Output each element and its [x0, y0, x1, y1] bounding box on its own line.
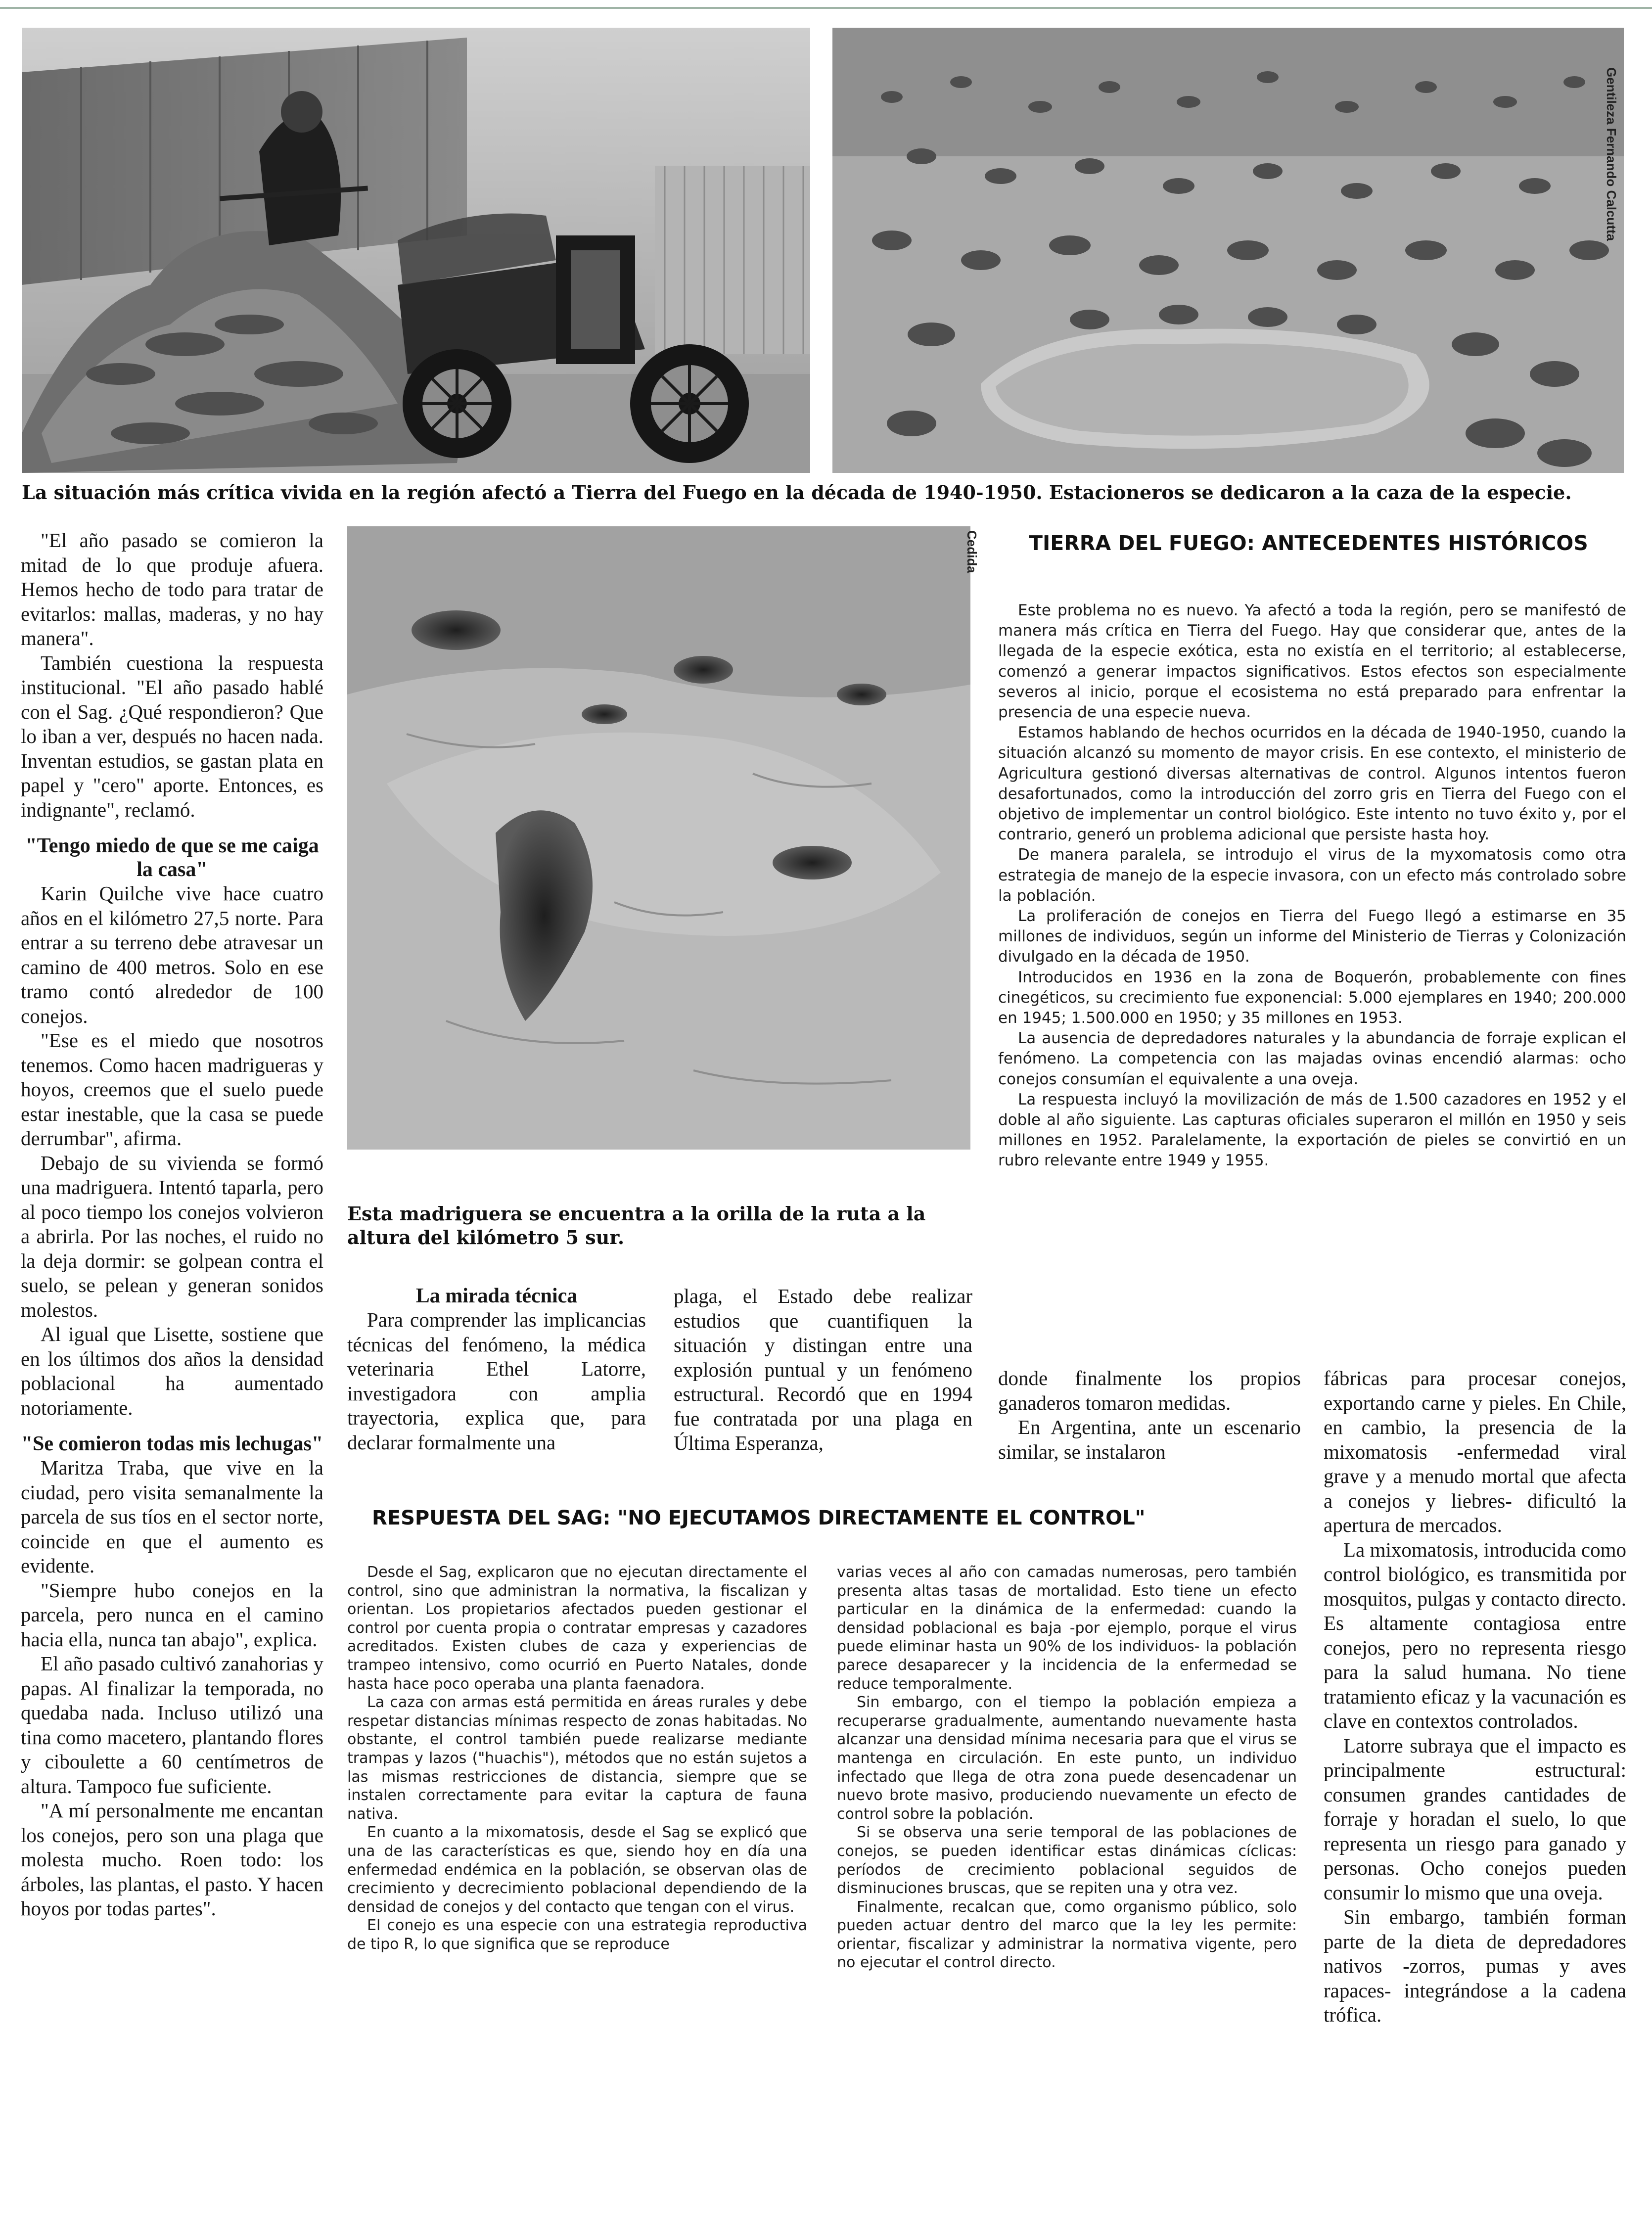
sidebar-paragraph: Este problema no es nuevo. Ya afectó a toda la región, pero se manifestó de manera más crítica en Tierra del Fuego. Hay que considerar que, antes de la llegada de la especie exótica, esta no existía en el territorio; al establecerse, comenzó a generar impactos significativos. Estos efectos son especialmente severos al inicio, porque el ecosistema no está preparado para enfrentar la presencia de una especie nueva. [998, 601, 1626, 722]
col1-paragraph: Karin Quilche vive hace cuatro años en el kilómetro 27,5 norte. Para entrar a su terreno debe atravesar un camino de 400 metros. Solo en ese tramo contó alrededor de 100 conejos. [21, 882, 323, 1027]
sidebar-paragraph: Introducidos en 1936 en la zona de Boquerón, probablemente con fines cinegéticos, su crecimiento fue exponencial: 5.000 ejemplares en 1940; 200.000 en 1945; 1.500.000 en 1950; y 35 millones en 1953. [998, 968, 1626, 1027]
sag-paragraph: Finalmente, recalcan que, como organismo público, solo pueden actuar dentro del marco que la ley les permite: orientar, fiscalizar y administrar la normativa vigente, pero no ejecutar el control directo. [837, 1898, 1297, 1972]
sag-paragraph: El conejo es una especie con una estrategia reproductiva de tipo R, lo que significa que se reproduce [347, 1917, 807, 1953]
col1-paragraph: "Ese es el miedo que nosotros tenemos. Como hacen madrigueras y hoyos, creemos que el suelo puede estar inestable, que la casa se puede derrumbar", afirma. [21, 1029, 323, 1150]
col1-paragraph: Al igual que Lisette, sostiene que en los últimos dos años la densidad poblacional ha aumentado notoriamente. [21, 1323, 323, 1419]
col4-paragraph: donde finalmente los propios ganaderos tomaron medidas. [998, 1367, 1301, 1414]
sag-paragraph: Desde el Sag, explicaron que no ejecutan directamente el control, sino que administran la normativa, la fiscalizan y orientan. Los propietarios afectados pueden gestionar el control por cuenta propia o contratar empresas y cazadores acreditados. Existen clubes de caza y experiencias de trampeo intensivo, como ocurrió en Puerto Natales, donde hasta hace poco operaba una planta faenadora. [347, 1564, 807, 1693]
sag-paragraph: En cuanto a la mixomatosis, desde el Sag se explicó que una de las características es que, siendo hoy en día una enfermedad endémica en la población, se observan olas de crecimiento y decrecimiento poblacional dependiendo de la densidad de conejos y del contacto que tengan con el virus. [347, 1824, 807, 1916]
article-column-4 [998, 1366, 1301, 1464]
col2-subheading-mirada: La mirada técnica [415, 1285, 578, 1307]
col5-paragraph: Latorre subraya que el impacto es principalmente estructural: consumen grandes cantidades de forraje y horadan el suelo, lo que representa un riesgo para ganado y personas. Ocho conejos pueden consumir lo mismo que una oveja. [1324, 1734, 1626, 1904]
col5-paragraph: La mixomatosis, introducida como control biológico, es transmitida por mosquitos, pulgas y contacto directo. Es altamente contagiosa entre conejos, pero no representa riesgo para la salud humana. No tiene tratamiento eficaz y la vacunación es clave en contextos controlados. [1324, 1538, 1626, 1732]
article-column-2 [347, 1284, 646, 1455]
sidebar-paragraph: La proliferación de conejos en Tierra del Fuego llegó a estimarse en 35 millones de individuos, según un informe del Ministerio de Tierras y Colonización divulgado en la década de 1950. [998, 907, 1626, 966]
article-column-5 [1324, 1366, 1626, 2028]
sidebar-paragraph: Estamos hablando de hechos ocurridos en la década de 1940-1950, cuando la situación alcanzó su momento de mayor crisis. En ese contexto, el ministerio de Agricultura gestionó diversas alternativas de control. Algunos intentos fueron desafortunados, como la introducción del zorro gris en Tierra del Fuego con el objetivo de implementar un control biológico. Este intento no tuvo éxito y, por el contrario, generó un problema adicional que persiste hasta hoy. [998, 724, 1626, 844]
sag-paragraph: Sin embargo, con el tiempo la población empieza a recuperarse gradualmente, aumentando nuevamente hasta alcanzar una densidad mínima necesaria para que el virus se mantenga en circulación. En este punto, un individuo infectado que llega de otra zona puede desencadenar un nuevo brote masivo, produciendo nuevamente un efecto de control sobre la población. [837, 1694, 1297, 1823]
sag-column-b [837, 1563, 1297, 1972]
sidebar-paragraph: La ausencia de depredadores naturales y la abundancia de forraje explican el fenómeno. La competencia con las majadas ovinas encendió alarmas: ocho conejos consumían el equivalente a una oveja. [998, 1029, 1626, 1088]
article-column-1 [21, 528, 323, 1921]
sag-paragraph: Si se observa una serie temporal de las poblaciones de conejos, se pueden identificar estas dinámicas cíclicas: períodos de crecimiento poblacional seguidos de disminuciones bruscas, que se repiten una y otra vez. [837, 1824, 1297, 1897]
col1-paragraph: "Siempre hubo conejos en la parcela, pero nunca en el camino hacia ella, nunca tan abajo", explica. [21, 1578, 323, 1651]
col1-paragraph: El año pasado cultivó zanahorias y papas. Al finalizar la temporada, no quedaba nada. Incluso utilizó una tina como macetero, plantando flores y ciboulette a 60 centímetros de altura. Tampoco fue suficiente. [21, 1652, 323, 1798]
sag-column-a [347, 1563, 807, 1953]
col1-paragraph: También cuestiona la respuesta institucional. "El año pasado hablé con el Sag. ¿Qué respondieron? Que lo iban a ver, después no hacen nada. Inventan estudios, se gastan plata en papel y "cero" aporte. Entonces, es indignante", reclamó. [21, 651, 323, 821]
rabbits-waterhole-photo [832, 28, 1624, 473]
col5-paragraph: Sin embargo, también forman parte de la dieta de depredadores nativos -zorros, pumas y aves rapaces- integrándose a la cadena trófica. [1324, 1905, 1626, 2026]
col3-paragraph: plaga, el Estado debe realizar estudios que cuantifiquen la situación y distingan entre una explosión puntual y un fenómeno estructural. Recordó que en 1994 fue contratada por una plaga en Última Esperanza, [674, 1285, 972, 1454]
top-photo-caption: La situación más crítica vivida en la región afectó a Tierra del Fuego en la década de 1940-1950. Estacioneros se dedicaron a la caza de la especie. [22, 481, 1572, 504]
sidebar-paragraph: La respuesta incluyó la movilización de más de 1.500 cazadores en 1952 y el doble al año siguiente. Las capturas oficiales superaron el millón en 1950 y seis millones en 1952. Paralelamente, la exportación de pieles se convirtió en un rubro relevante entre 1949 y 1955. [998, 1090, 1626, 1170]
sidebar-title: TIERRA DEL FUEGO: ANTECEDENTES HISTÓRICOS [1029, 531, 1588, 555]
col2-paragraph: Para comprender las implicancias técnicas del fenómeno, la médica veterinaria Ethel Latorre, investigadora con amplia trayectoria, explica que, para declarar formalmente una [347, 1308, 646, 1454]
sag-paragraph: varias veces al año con camadas numerosas, pero también presenta altas tasas de mortalidad. Esto tiene un efecto particular en la dinámica de la enfermedad: cuando la densidad poblacional es baja -por ejemplo, porque el virus puede eliminar hasta un 90% de los individuos- la población parece desaparecer y la incidencia de la enfermedad se reduce temporalmente. [837, 1564, 1297, 1693]
sag-paragraph: La caza con armas está permitida en áreas rurales y debe respetar distancias mínimas respecto de zonas habitadas. No obstante, el control también puede realizarse mediante trampas y lazos ("huachis"), métodos que no están sujetos a las mismas restricciones de distancia, siempre que se instalen correctamente para evitar la captura de fauna nativa. [347, 1694, 807, 1823]
sidebar-paragraph: De manera paralela, se introdujo el virus de la myxomatosis como otra estrategia de manejo de la especie invasora, con un efecto más controlado sobre la población. [998, 846, 1626, 905]
rabbits-photo-credit: Gentileza Fernando Calcutta [1604, 67, 1619, 241]
col1-subheading-lechugas: "Se comieron todas mis lechugas" [21, 1432, 323, 1455]
page-top-rule [0, 7, 1652, 9]
col1-subheading-casa: "Tengo miedo de que se me caiga la casa" [25, 834, 319, 881]
burrow-photo [347, 526, 979, 1150]
burrow-photo-caption: Esta madriguera se encuentra a la orilla de la ruta a la altura del kilómetro 5 sur. [347, 1202, 926, 1248]
hunter-car-photo [22, 28, 810, 473]
sag-box-title: RESPUESTA DEL SAG: "NO EJECUTAMOS DIRECTAMENTE EL CONTROL" [372, 1507, 1146, 1529]
col1-paragraph: Maritza Traba, que vive en la ciudad, pero visita semanalmente la parcela de sus tíos en el sector norte, coincide en que el aumento es evidente. [21, 1456, 323, 1577]
col1-paragraph: Debajo de su vivienda se formó una madriguera. Intentó taparla, pero al poco tiempo los conejos volvieron a abrirla. Por las noches, el ruido no la deja dormir: se golpean contra el suelo, se pelean y generan sonidos molestos. [21, 1151, 323, 1321]
burrow-photo-credit: Cedida [964, 530, 979, 573]
article-column-3 [674, 1284, 972, 1456]
col1-paragraph: "El año pasado se comieron la mitad de lo que produje afuera. Hemos hecho de todo para tratar de evitarlos: mallas, maderas, y no hay manera". [21, 529, 323, 649]
col4-paragraph: En Argentina, ante un escenario similar, se instalaron [998, 1416, 1301, 1463]
col1-paragraph: "A mí personalmente me encantan los conejos, pero son una plaga que molesta mucho. Roen todo: los árboles, las plantas, el pasto. Y hacen hoyos por todas partes". [21, 1799, 323, 1920]
sidebar-body [998, 601, 1626, 1171]
col5-paragraph: fábricas para procesar conejos, exportando carne y pieles. En Chile, en cambio, la presencia de la mixomatosis -enfermedad viral grave y a menudo mortal que afecta a conejos y liebres- dificultó la apertura de mercados. [1324, 1367, 1626, 1536]
